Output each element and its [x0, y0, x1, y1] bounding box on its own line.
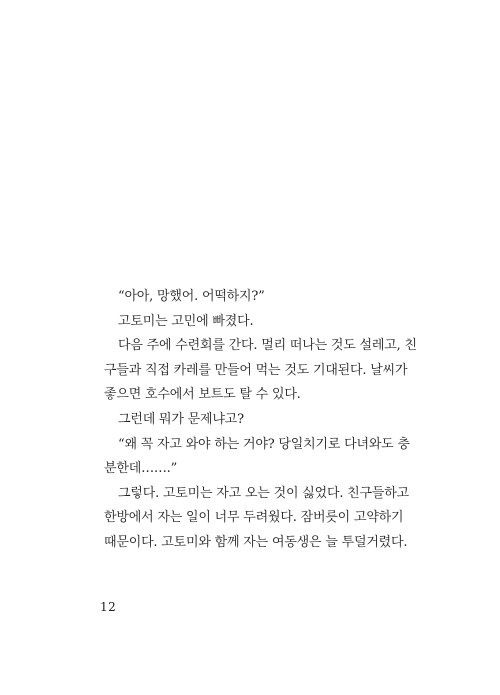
paragraph-line: 고토미는 고민에 빠졌다. — [118, 313, 254, 329]
paragraph-line: “아아, 망했어. 어떡하지?” — [118, 289, 265, 304]
paragraph-line: 한방에서 자는 일이 너무 두려웠다. 잠버릇이 고약하기 — [104, 510, 404, 526]
paragraph-line: 그렇다. 고토미는 자고 오는 것이 싫었다. 친구들하고 — [118, 485, 409, 501]
page-number: 12 — [100, 600, 117, 614]
paragraph-line: 분한데…….” — [104, 461, 178, 477]
paragraph-line: 그런데 뭐가 문제냐고? — [118, 411, 244, 427]
paragraph-line: 좋으면 호수에서 보트도 탈 수 있다. — [104, 387, 301, 403]
paragraph-line: 구들과 직접 카레를 만들어 먹는 것도 기대된다. 날씨가 — [104, 362, 408, 378]
body-text — [104, 285, 417, 556]
paragraph-line: “왜 꼭 자고 와야 하는 거야? 당일치기로 다녀와도 충 — [118, 436, 410, 452]
paragraph-line: 다음 주에 수련회를 간다. 멀리 떠나는 것도 설레고, 친 — [118, 338, 417, 354]
paragraph-line: 때문이다. 고토미와 함께 자는 여동생은 늘 투덜거렸다. — [104, 534, 408, 550]
